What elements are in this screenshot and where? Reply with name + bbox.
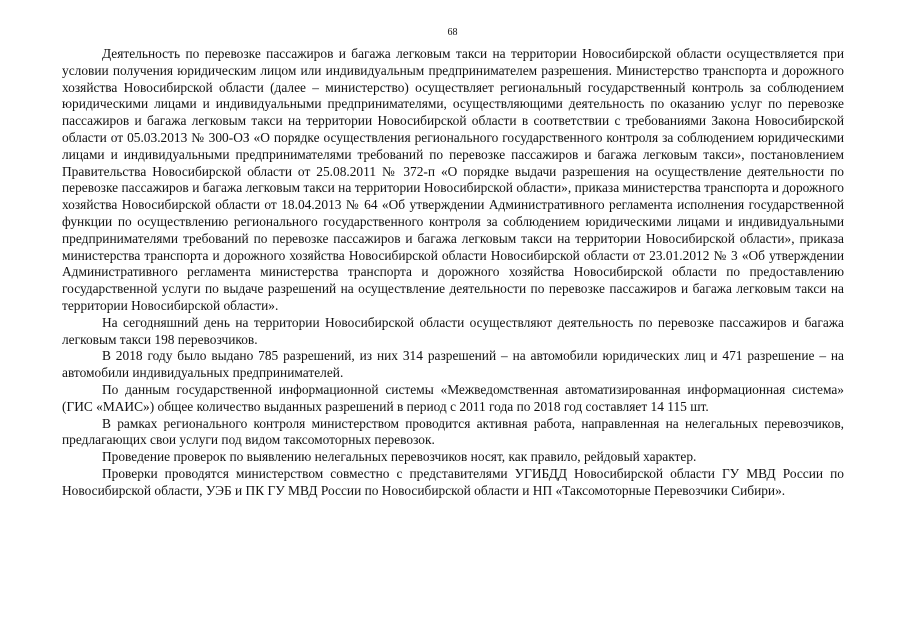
paragraph-carrier-count: На сегодняшний день на территории Новосибирской области осуществляют деятельность по перевозке пассажиров и багажа легковым такси 198 перевозчиков.: [62, 314, 844, 347]
document-body: [62, 46, 844, 500]
paragraph-taxi-regulation: Деятельность по перевозке пассажиров и багажа легковым такси на территории Новосибирской области осуществляется при условии получения юридическим лицом или индивидуальным предпринимателем разрешения. Министерство транспорта и дорожного хозяйства Новосибирской области (далее – министерство) осуществляет региональный государственный контроль за соблюдением юридическими лицами и индивидуальными предпринимателями, осуществляющими деятельность по оказанию услуг по перевозке пассажиров и багажа легковым такси на территории Новосибирской области в соответствии с требованиями Закона Новосибирской области от 05.03.2013 № 300-ОЗ «О порядке осуществления регионального государственного контроля за соблюдением юридическими лицами и индивидуальными предпринимателями требований по перевозке пассажиров и багажа легковым такси», постановлением Правительства Новосибирской области от 25.08.2011 № 372-п «О порядке выдачи разрешения на осуществление деятельности по перевозке пассажиров и багажа легковым такси на территории Новосибирской области», приказа министерства транспорта и дорожного хозяйства Новосибирской области от 18.04.2013 № 64 «Об утверждении Административного регламента исполнения государственной функции по осуществлению регионального государственного контроля за соблюдением юридическими лицами и индивидуальными предпринимателями требований по перевозке пассажиров и багажа легковым такси на территории Новосибирской области», приказа министерства транспорта и дорожного хозяйства Новосибирской области Новосибирской области от 23.01.2012 № 3 «Об утверждении Административного регламента министерства транспорта и дорожного хозяйства Новосибирской области по предоставлению государственной услуги по выдаче разрешений на осуществление деятельности по перевозке пассажиров и багажа легковым такси на территории Новосибирской области».: [62, 46, 844, 313]
paragraph-gis-mais-total: По данным государственной информационной системы «Межведомственная автоматизированная информационная система» (ГИС «МАИС») общее количество выданных разрешений в период с 2011 года по 2018 год составляет 14 115 шт.: [62, 381, 844, 414]
paragraph-permits-2018: В 2018 году было выдано 785 разрешений, из них 314 разрешений – на автомобили юридических лиц и 471 разрешение – на автомобили индивидуальных предпринимателей.: [62, 348, 844, 381]
page-number: 68: [447, 27, 458, 38]
paragraph-raid-inspections: Проведение проверок по выявлению нелегальных перевозчиков носят, как правило, рейдовый характер.: [102, 449, 697, 465]
paragraph-joint-inspections: Проверки проводятся министерством совместно с представителями УГИБДД Новосибирской области ГУ МВД России по Новосибирской области, УЭБ и ПК ГУ МВД России по Новосибирской области и НП «Таксомоторные Перевозчики Сибири».: [62, 465, 844, 498]
paragraph-illegal-carriers: В рамках регионального контроля министерством проводится активная работа, направленная на нелегальных перевозчиков, предлагающих свои услуги под видом таксомоторных перевозок.: [62, 415, 844, 448]
